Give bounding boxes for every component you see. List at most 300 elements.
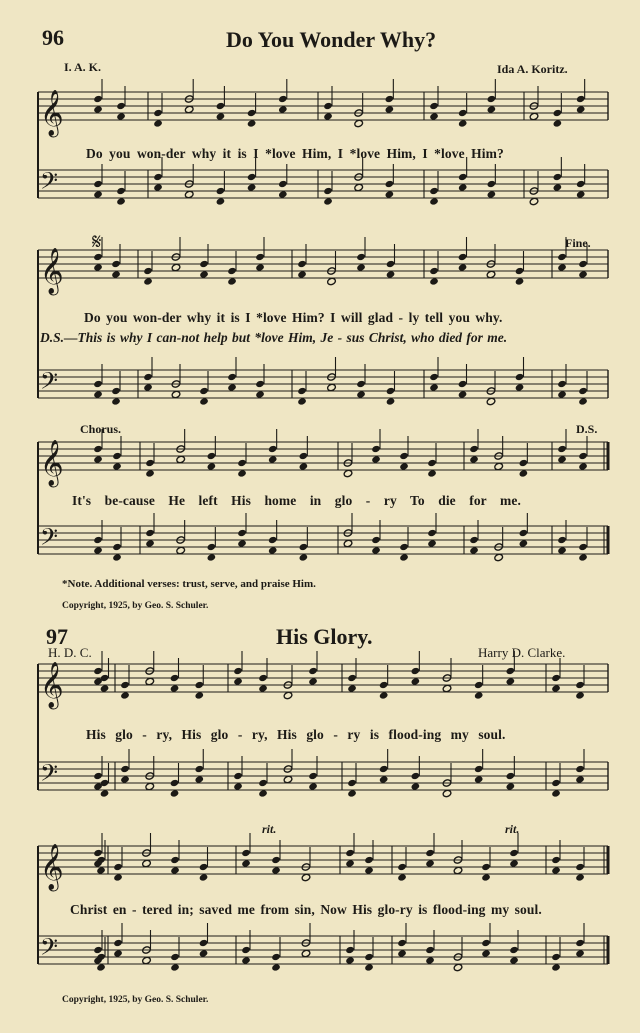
note-head	[575, 691, 585, 699]
note-head	[576, 190, 586, 198]
note-head	[458, 183, 468, 191]
note-head	[386, 260, 396, 268]
clef-icon: 𝄞	[40, 844, 64, 890]
note-head	[469, 455, 479, 463]
segno-sign: 𝄋	[92, 230, 102, 255]
note-head	[551, 953, 561, 961]
note-head	[458, 390, 468, 398]
note-head	[255, 390, 265, 398]
note-head	[509, 956, 519, 964]
note-head	[199, 863, 209, 871]
note-head	[308, 667, 318, 675]
note-head	[207, 452, 217, 460]
note-head	[347, 674, 357, 682]
note-head	[170, 866, 180, 874]
note-head	[93, 180, 103, 188]
note-head	[278, 95, 288, 103]
hymn-title-2: His Glory.	[276, 624, 373, 649]
note-head	[364, 856, 374, 864]
note-head	[116, 187, 126, 195]
note-head	[386, 387, 396, 395]
note-head	[112, 462, 122, 470]
lyrics-line-2: Do you won-der why it is I *love Him? I will glad - ly tell you why.	[84, 310, 503, 325]
note-head	[494, 553, 504, 561]
note-head	[237, 459, 247, 467]
note-head	[308, 677, 318, 685]
note-head	[345, 946, 355, 954]
note-head	[575, 765, 585, 773]
note-head	[142, 859, 152, 867]
note-head	[379, 691, 389, 699]
note-head	[578, 553, 588, 561]
note-head	[153, 119, 163, 127]
note-head	[578, 260, 588, 268]
note-head	[255, 253, 265, 261]
note-head	[120, 681, 130, 689]
note-head	[481, 939, 491, 947]
note-head	[427, 529, 437, 537]
note-head	[425, 859, 435, 867]
footnote: *Note. Additional verses: trust, serve, and praise Him.	[62, 578, 316, 590]
note-head	[385, 180, 395, 188]
note-head	[578, 387, 588, 395]
note-head	[557, 390, 567, 398]
note-head	[216, 187, 226, 195]
note-head	[170, 856, 180, 864]
note-head	[170, 953, 180, 961]
note-head	[411, 677, 421, 685]
note-head	[427, 469, 437, 477]
note-head	[429, 267, 439, 275]
note-head	[399, 543, 409, 551]
note-head	[425, 849, 435, 857]
note-head	[529, 112, 539, 120]
note-head	[116, 112, 126, 120]
note-head	[354, 119, 364, 127]
note-head	[145, 529, 155, 537]
note-head	[519, 539, 529, 547]
note-head	[171, 263, 181, 271]
note-head	[356, 253, 366, 261]
note-head	[120, 765, 130, 773]
ds-marking: D.S.	[576, 422, 598, 436]
note-head	[385, 95, 395, 103]
note-head	[258, 779, 268, 787]
note-head	[379, 775, 389, 783]
note-head	[216, 112, 226, 120]
note-head	[283, 691, 293, 699]
note-head	[176, 546, 186, 554]
note-head	[429, 373, 439, 381]
note-head	[297, 397, 307, 405]
note-head	[227, 373, 237, 381]
note-head	[145, 469, 155, 477]
clef-icon: 𝄢	[40, 167, 59, 200]
lyrics-line-5: Christ en - tered in; saved me from sin, Now His glo-ry is flood-ing my soul.	[70, 902, 542, 917]
note-head	[258, 789, 268, 797]
note-head	[113, 873, 123, 881]
note-head	[143, 373, 153, 381]
clef-icon: 𝄞	[40, 662, 64, 708]
note-head	[113, 863, 123, 871]
note-head	[553, 119, 563, 127]
note-head	[469, 445, 479, 453]
note-head	[486, 397, 496, 405]
note-head	[255, 380, 265, 388]
note-head	[551, 674, 561, 682]
note-head	[113, 939, 123, 947]
note-head	[551, 779, 561, 787]
note-head	[216, 197, 226, 205]
note-head	[241, 859, 251, 867]
note-head	[397, 939, 407, 947]
note-head	[143, 267, 153, 275]
lyrics-line-1: Do you won-der why it is I *love Him, I *love Him, I *love Him?	[86, 146, 504, 161]
note-head	[474, 765, 484, 773]
clef-icon: 𝄞	[40, 248, 64, 294]
note-head	[429, 112, 439, 120]
note-head	[399, 553, 409, 561]
note-head	[194, 691, 204, 699]
note-head	[575, 775, 585, 783]
note-head	[425, 946, 435, 954]
note-head	[578, 270, 588, 278]
note-head	[199, 270, 209, 278]
note-head	[227, 277, 237, 285]
note-head	[509, 859, 519, 867]
note-head	[458, 380, 468, 388]
note-head	[297, 387, 307, 395]
note-head	[93, 772, 103, 780]
note-head	[278, 180, 288, 188]
note-head	[347, 779, 357, 787]
note-head	[113, 949, 123, 957]
note-head	[93, 667, 103, 675]
note-head	[575, 949, 585, 957]
note-head	[487, 105, 497, 113]
note-head	[345, 859, 355, 867]
note-head	[481, 949, 491, 957]
note-head	[494, 462, 504, 470]
note-head	[356, 263, 366, 271]
note-head	[345, 956, 355, 964]
note-head	[458, 109, 468, 117]
note-head	[343, 469, 353, 477]
note-head	[297, 270, 307, 278]
clef-icon: 𝄢	[40, 367, 59, 400]
note-head	[474, 691, 484, 699]
note-head	[345, 849, 355, 857]
note-head	[111, 270, 121, 278]
note-head	[93, 445, 103, 453]
note-head	[96, 866, 106, 874]
note-head	[347, 789, 357, 797]
note-head	[258, 674, 268, 682]
note-head	[578, 543, 588, 551]
note-head	[199, 260, 209, 268]
note-head	[93, 946, 103, 954]
note-head	[354, 183, 364, 191]
note-head	[171, 390, 181, 398]
note-head	[557, 455, 567, 463]
note-head	[145, 677, 155, 685]
note-head	[241, 956, 251, 964]
note-head	[576, 95, 586, 103]
note-head	[112, 452, 122, 460]
note-head	[356, 390, 366, 398]
note-head	[453, 963, 463, 971]
note-head	[111, 397, 121, 405]
note-head	[509, 946, 519, 954]
note-head	[519, 469, 529, 477]
note-head	[199, 873, 209, 881]
note-head	[557, 263, 567, 271]
note-head	[347, 684, 357, 692]
ritardando-marking-1: rit.	[262, 822, 277, 836]
note-head	[506, 772, 516, 780]
note-head	[153, 183, 163, 191]
note-head	[327, 277, 337, 285]
note-head	[557, 536, 567, 544]
note-head	[247, 183, 257, 191]
note-head	[487, 190, 497, 198]
note-head	[553, 183, 563, 191]
note-head	[576, 180, 586, 188]
note-head	[327, 383, 337, 391]
note-head	[145, 459, 155, 467]
note-head	[397, 949, 407, 957]
note-head	[576, 105, 586, 113]
note-head	[474, 681, 484, 689]
note-head	[268, 546, 278, 554]
note-head	[356, 380, 366, 388]
note-head	[194, 775, 204, 783]
note-head	[100, 684, 110, 692]
note-head	[578, 462, 588, 470]
clef-icon: 𝄢	[40, 933, 59, 966]
note-head	[399, 462, 409, 470]
note-head	[247, 119, 257, 127]
note-head	[323, 112, 333, 120]
note-head	[268, 455, 278, 463]
note-head	[184, 190, 194, 198]
note-head	[386, 397, 396, 405]
note-head	[323, 197, 333, 205]
note-head	[111, 387, 121, 395]
hymn-number: 97	[46, 624, 68, 649]
note-head	[271, 953, 281, 961]
note-head	[93, 455, 103, 463]
note-head	[145, 539, 155, 547]
note-head	[93, 95, 103, 103]
note-head	[429, 102, 439, 110]
note-head	[487, 180, 497, 188]
note-head	[241, 849, 251, 857]
note-head	[93, 849, 103, 857]
note-head	[93, 390, 103, 398]
note-head	[429, 277, 439, 285]
note-head	[519, 459, 529, 467]
note-head	[427, 539, 437, 547]
note-head	[469, 536, 479, 544]
composer-credit-2: H. D. C.	[48, 645, 92, 660]
note-head	[529, 197, 539, 205]
note-head	[143, 277, 153, 285]
note-head	[283, 775, 293, 783]
note-head	[427, 459, 437, 467]
note-head	[557, 253, 567, 261]
note-head	[278, 190, 288, 198]
note-head	[429, 197, 439, 205]
copyright-notice: Copyright, 1925, by Geo. S. Schuler.	[62, 601, 209, 611]
note-head	[207, 462, 217, 470]
note-head	[458, 263, 468, 271]
note-head	[237, 539, 247, 547]
note-head	[297, 260, 307, 268]
ds-lyrics: D.S.—This is why I can-not help but *love Him, Je - sus Christ, who died for me.	[40, 330, 508, 345]
hymn-title: Do You Wonder Why?	[226, 27, 437, 52]
note-head	[379, 681, 389, 689]
fine-marking: Fine.	[565, 236, 591, 250]
chorus-label: Chorus.	[80, 422, 122, 436]
note-head	[364, 866, 374, 874]
note-head	[323, 102, 333, 110]
note-head	[233, 677, 243, 685]
note-head	[170, 963, 180, 971]
note-head	[411, 667, 421, 675]
note-head	[278, 105, 288, 113]
note-head	[170, 779, 180, 787]
note-head	[553, 109, 563, 117]
note-head	[481, 863, 491, 871]
note-head	[111, 260, 121, 268]
note-head	[120, 775, 130, 783]
note-head	[458, 173, 468, 181]
note-head	[557, 546, 567, 554]
note-head	[100, 789, 110, 797]
note-head	[371, 536, 381, 544]
note-head	[425, 956, 435, 964]
note-head	[271, 963, 281, 971]
note-head	[233, 772, 243, 780]
note-head	[519, 529, 529, 537]
lyrics-line-3: It's be-cause He left His home in glo - ry To die for me.	[72, 493, 521, 508]
note-head	[557, 380, 567, 388]
note-head	[268, 445, 278, 453]
note-head	[120, 691, 130, 699]
note-head	[199, 397, 209, 405]
note-head	[170, 684, 180, 692]
note-head	[116, 197, 126, 205]
note-head	[301, 949, 311, 957]
note-head	[551, 856, 561, 864]
note-head	[453, 866, 463, 874]
note-head	[515, 277, 525, 285]
note-head	[399, 452, 409, 460]
note-head	[551, 684, 561, 692]
note-head	[515, 383, 525, 391]
clef-icon: 𝄞	[40, 90, 64, 136]
lyrics-line-4: His glo - ry, His glo - ry, His glo - ry is flood-ing my soul.	[86, 727, 506, 742]
note-head	[299, 462, 309, 470]
note-head	[112, 553, 122, 561]
note-head	[116, 102, 126, 110]
note-head	[145, 782, 155, 790]
note-head	[170, 789, 180, 797]
note-head	[96, 963, 106, 971]
note-head	[258, 684, 268, 692]
note-head	[364, 953, 374, 961]
note-head	[207, 543, 217, 551]
note-head	[93, 380, 103, 388]
note-head	[233, 782, 243, 790]
note-head	[247, 173, 257, 181]
note-head	[364, 963, 374, 971]
note-head	[578, 397, 588, 405]
note-head	[237, 469, 247, 477]
note-head	[323, 187, 333, 195]
note-head	[216, 102, 226, 110]
note-head	[458, 253, 468, 261]
note-head	[299, 553, 309, 561]
note-head	[301, 873, 311, 881]
note-head	[411, 782, 421, 790]
note-head	[142, 956, 152, 964]
note-head	[474, 775, 484, 783]
composer-credit: I. A. K.	[64, 60, 102, 74]
note-head	[397, 873, 407, 881]
note-head	[371, 546, 381, 554]
note-head	[515, 373, 525, 381]
note-head	[199, 949, 209, 957]
note-head	[509, 849, 519, 857]
note-head	[153, 109, 163, 117]
note-head	[469, 546, 479, 554]
note-head	[207, 553, 217, 561]
note-head	[575, 863, 585, 871]
note-head	[93, 190, 103, 198]
note-head	[233, 667, 243, 675]
note-head	[411, 772, 421, 780]
note-head	[241, 946, 251, 954]
note-head	[575, 939, 585, 947]
note-head	[199, 387, 209, 395]
note-head	[486, 270, 496, 278]
note-head	[506, 667, 516, 675]
note-head	[575, 681, 585, 689]
note-head	[379, 765, 389, 773]
note-head	[442, 789, 452, 797]
note-head	[386, 270, 396, 278]
note-head	[551, 963, 561, 971]
note-head	[578, 452, 588, 460]
note-head	[506, 782, 516, 790]
note-head	[442, 684, 452, 692]
lyricist-credit: Ida A. Koritz.	[497, 62, 568, 76]
note-head	[268, 536, 278, 544]
note-head	[371, 445, 381, 453]
note-head	[170, 674, 180, 682]
note-head	[255, 263, 265, 271]
note-head	[575, 873, 585, 881]
note-head	[385, 105, 395, 113]
note-head	[308, 782, 318, 790]
note-head	[551, 789, 561, 797]
note-head	[397, 863, 407, 871]
note-head	[506, 677, 516, 685]
lyricist-credit-2: Harry D. Clarke.	[478, 645, 566, 660]
ritardando-marking-2: rit.	[505, 822, 520, 836]
